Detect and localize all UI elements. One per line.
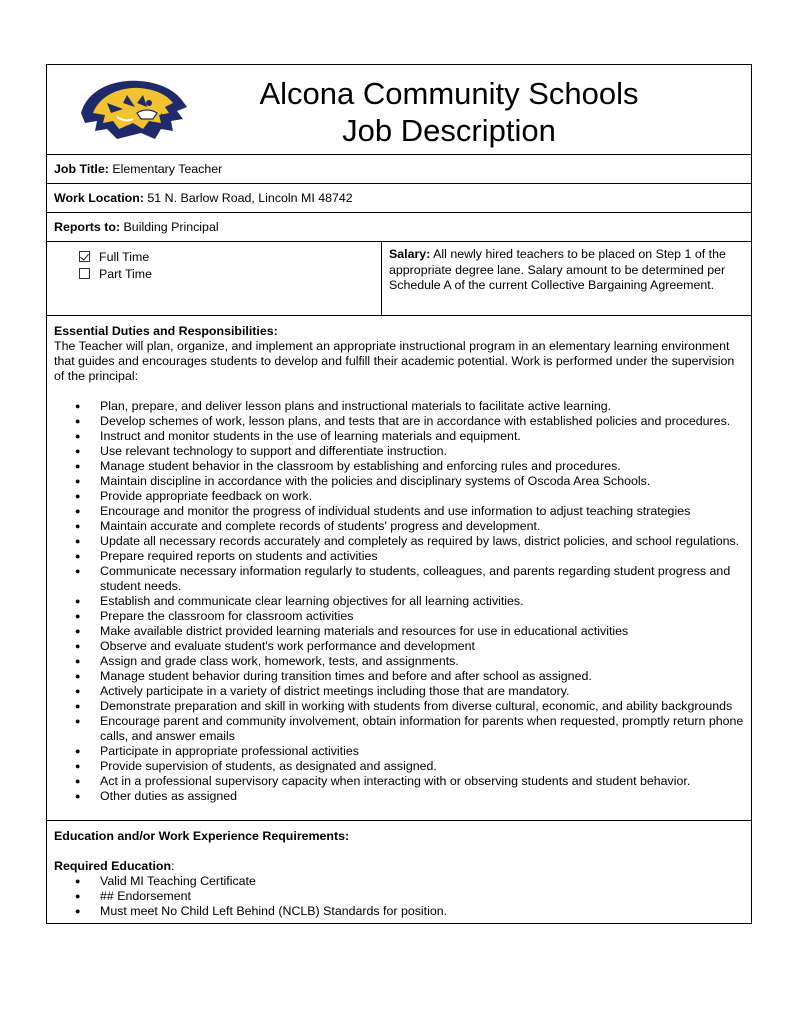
work-location-label: Work Location: xyxy=(54,191,144,205)
page-title xyxy=(167,75,731,149)
duty-list-item: ● Plan, prepare, and deliver lesson plans and instructional materials to facilitate active learning. xyxy=(54,399,744,414)
duty-list-item: ● Encourage and monitor the progress of individual students and use information to adjust teaching strategies xyxy=(54,504,744,519)
salary-text: All newly hired teachers to be placed on Step 1 of the appropriate degree lane. Salary amount to be determined per Schedule A of the current Collective Bargaining Agreement. xyxy=(389,247,726,292)
required-education-label: Required Education xyxy=(54,859,172,873)
duty-list-item: ● Prepare required reports on students and activities xyxy=(54,549,744,564)
duty-list-item: ● Communicate necessary information regularly to students, colleagues, and parents regarding student progress and student needs. xyxy=(54,564,744,594)
part-time-checkbox[interactable] xyxy=(79,268,90,279)
title-line-1: Alcona Community Schools xyxy=(259,76,639,111)
education-list-item: ● ## Endorsement xyxy=(54,889,744,904)
part-time-option[interactable] xyxy=(79,265,381,282)
duty-list-item: ● Manage student behavior in the classroom by establishing and enforcing rules and procedures. xyxy=(54,459,744,474)
duty-list-item: ● Actively participate in a variety of district meetings including those that are mandatory. xyxy=(54,684,744,699)
full-time-label: Full Time xyxy=(99,249,150,264)
duty-list-item: ● Update all necessary records accurately and completely as required by laws, district policies, and school regulations. xyxy=(54,534,744,549)
title-line-2: Job Description xyxy=(342,113,556,148)
duty-list-item: ● Provide appropriate feedback on work. xyxy=(54,489,744,504)
duty-list-item: ● Act in a professional supervisory capacity when interacting with or observing students and student behavior. xyxy=(54,774,744,789)
duty-list-item: ● Demonstrate preparation and skill in working with students from diverse cultural, economic, and ability backgrounds xyxy=(54,699,744,714)
full-time-checkbox[interactable] xyxy=(79,251,90,262)
salary-cell xyxy=(382,242,751,315)
employment-salary-row xyxy=(47,242,751,316)
duty-list-item: ● Manage student behavior during transition times and before and after school as assigned. xyxy=(54,669,744,684)
reports-to-label: Reports to: xyxy=(54,220,121,234)
duty-list-item: ● Assign and grade class work, homework, tests, and assignments. xyxy=(54,654,744,669)
job-title-label: Job Title: xyxy=(54,162,109,176)
education-heading: Education and/or Work Experience Requirements: xyxy=(54,829,350,843)
employment-type-cell xyxy=(47,242,382,315)
duty-list-item: ● Instruct and monitor students in the use of learning materials and equipment. xyxy=(54,429,744,444)
duties-intro: The Teacher will plan, organize, and implement an appropriate instructional program in an elementary learning environment that guides and encourages students to develop and fulfill their academic potential. Work is performed under the supervision of the principal: xyxy=(54,339,735,383)
work-location-row xyxy=(47,184,751,213)
duties-section xyxy=(47,316,751,821)
salary-label: Salary: xyxy=(389,247,431,261)
full-time-option[interactable] xyxy=(79,248,381,265)
duties-list xyxy=(54,399,744,804)
required-education-line xyxy=(54,859,744,874)
reports-to-row xyxy=(47,213,751,242)
duty-list-item: ● Participate in appropriate professional activities xyxy=(54,744,744,759)
duty-list-item: ● Use relevant technology to support and differentiate instruction. xyxy=(54,444,744,459)
job-title-row xyxy=(47,155,751,184)
required-education-colon: : xyxy=(171,859,175,873)
education-list-item: ● Must meet No Child Left Behind (NCLB) Standards for position. xyxy=(54,904,744,919)
duty-list-item: ● Provide supervision of students, as designated and assigned. xyxy=(54,759,744,774)
reports-to-value: Building Principal xyxy=(123,220,219,234)
job-title-value: Elementary Teacher xyxy=(112,162,223,176)
education-list-item: ● Valid MI Teaching Certificate xyxy=(54,874,744,889)
duty-list-item: ● Observe and evaluate student's work performance and development xyxy=(54,639,744,654)
duty-list-item: ● Develop schemes of work, lesson plans, and tests that are in accordance with established policies and procedures. xyxy=(54,414,744,429)
document-header xyxy=(47,65,751,155)
duties-heading: Essential Duties and Responsibilities: xyxy=(54,324,278,338)
duty-list-item: ● Encourage parent and community involvement, obtain information for parents when requested, promptly return phone calls, and answer emails xyxy=(54,714,744,744)
work-location-value: 51 N. Barlow Road, Lincoln MI 48742 xyxy=(147,191,353,205)
education-list xyxy=(54,874,744,919)
duty-list-item: ● Prepare the classroom for classroom activities xyxy=(54,609,744,624)
duty-list-item: ● Other duties as assigned xyxy=(54,789,744,804)
duty-list-item: ● Maintain accurate and complete records of students' progress and development. xyxy=(54,519,744,534)
duty-list-item: ● Make available district provided learning materials and resources for use in educational activities xyxy=(54,624,744,639)
job-description-document xyxy=(46,64,752,924)
duty-list-item: ● Establish and communicate clear learning objectives for all learning activities. xyxy=(54,594,744,609)
education-section xyxy=(47,821,751,923)
part-time-label: Part Time xyxy=(99,266,153,281)
duty-list-item: ● Maintain discipline in accordance with the policies and disciplinary systems of Oscoda Area Schools. xyxy=(54,474,744,489)
